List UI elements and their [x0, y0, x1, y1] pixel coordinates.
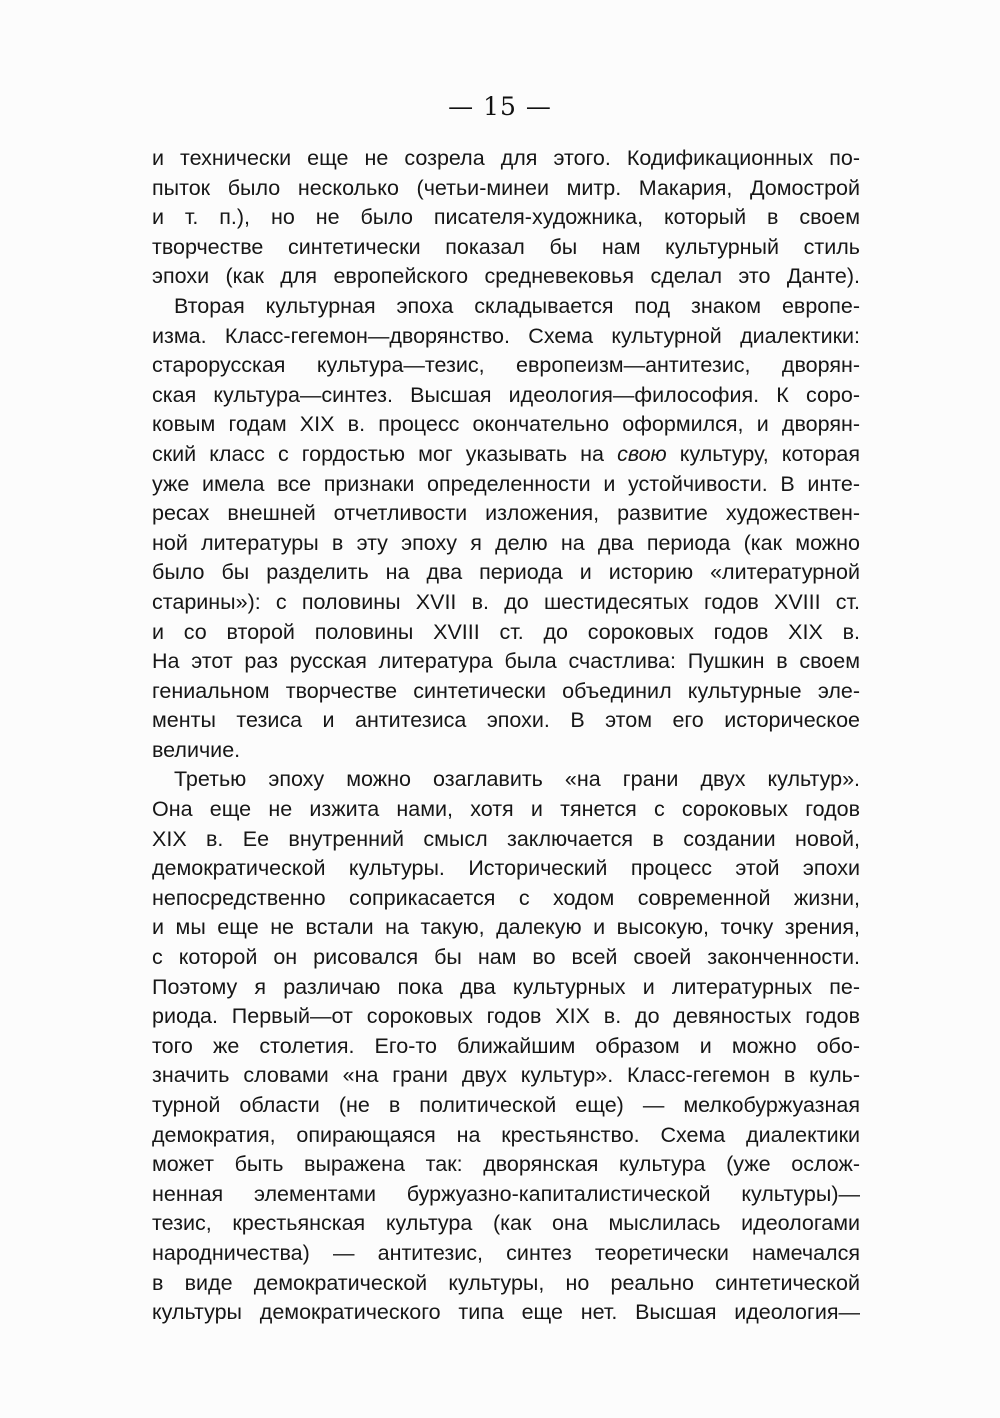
text-line: непосредственно соприкасается с ходом современной жизни,	[152, 885, 860, 910]
text-line: ресах внешней отчетливости изложения, развитие художествен-	[152, 501, 860, 526]
text-line: Поэтому я различаю пока два культурных и литературных пе-	[152, 974, 860, 999]
text-line: демократической культуры. Исторический процесс этой эпохи	[152, 856, 860, 881]
text-line: и со второй половины XVIII ст. до сороковых годов XIX в.	[152, 619, 860, 644]
text-line: значить словами «на грани двух культур». Класс-гегемон в куль-	[152, 1063, 860, 1088]
text-line: уже имела все признаки определенности и устойчивости. В инте-	[152, 471, 860, 496]
text-line: того же столетия. Его-то ближайшим образом и можно обо-	[152, 1033, 860, 1058]
paragraph-start-line: Вторая культурная эпоха складывается под знаком европе-	[174, 293, 860, 318]
page-number: — 15 —	[448, 92, 552, 121]
text-line: старорусская культура—тезис, европеизм—антитезис, дворян-	[152, 353, 860, 378]
text-line: и технически еще не созрела для этого. Кодификационных по-	[152, 146, 860, 170]
text-line: и мы еще не встали на такую, далекую и высокую, точку зрения,	[152, 915, 860, 940]
text-line: ковым годам XIX в. процесс окончательно оформился, и дворян-	[152, 412, 860, 437]
text-line: тезис, крестьянская культура (как она мыслилась идеологами	[152, 1211, 860, 1236]
text-line-with-italic	[152, 440, 860, 470]
text-line: риода. Первый—от сороковых годов XIX в. до девяностых годов	[152, 1004, 860, 1029]
text-line: в виде демократической культуры, но реально синтетической	[152, 1270, 860, 1295]
text-line: демократия, опирающаяся на крестьянство. Схема диалектики	[152, 1122, 860, 1147]
text-segment: ский класс с гордостью мог указывать на	[152, 441, 618, 466]
text-line: может быть выражена так: дворянская культура (уже ослож-	[152, 1152, 860, 1177]
text-line: менты тезиса и антитезиса эпохи. В этом его историческое	[152, 708, 860, 733]
text-line: гениальном творчестве синтетически объединил культурные эле-	[152, 678, 860, 703]
text-line: На этот раз русская литература была счастлива: Пушкин в своем	[152, 649, 860, 674]
text-line: было бы разделить на два периода и историю «литературной	[152, 560, 860, 585]
text-line: творчестве синтетически показал бы нам культурный стиль	[152, 234, 860, 259]
paragraph-start-line: Третью эпоху можно озаглавить «на грани двух культур».	[174, 767, 860, 792]
text-line: с которой он рисовался бы нам во всей своей законченности.	[152, 945, 860, 970]
italic-word: свою	[617, 441, 667, 466]
text-line: ская культура—синтез. Высшая идеология—философия. К соро-	[152, 382, 860, 407]
text-line: эпохи (как для европейского средневековья сделал это Данте).	[152, 264, 860, 289]
text-line: XIX в. Ее внутренний смысл заключается в создании новой,	[152, 826, 860, 851]
text-line: народничества) — антитезис, синтез теоретически намечался	[152, 1240, 860, 1265]
text-line: пыток было несколько (четьи-минеи митр. Макария, Домострой	[152, 175, 860, 200]
text-line: ной литературы в эту эпоху я делю на два периода (как можно	[152, 530, 860, 555]
text-line: и т. п.), но не было писателя-художника, который в своем	[152, 205, 860, 230]
paragraph-end-line: величие.	[152, 737, 241, 762]
text-line: культуры демократического типа еще нет. Высшая идеология—	[152, 1300, 860, 1325]
text-line: старины»): с половины XVII в. до шестидесятых годов XVIII ст.	[152, 589, 860, 614]
body-text	[152, 144, 860, 1328]
text-line: ненная элементами буржуазно-капиталистической культуры)—	[152, 1181, 860, 1206]
text-line: Она еще не изжита нами, хотя и тянется с сороковых годов	[152, 797, 860, 822]
text-line: турной области (не в политической еще) — мелкобуржуазная	[152, 1093, 860, 1117]
text-line: изма. Класс-гегемон—дворянство. Схема культурной диалектики:	[152, 323, 860, 348]
text-segment: культуру, которая	[666, 441, 860, 466]
